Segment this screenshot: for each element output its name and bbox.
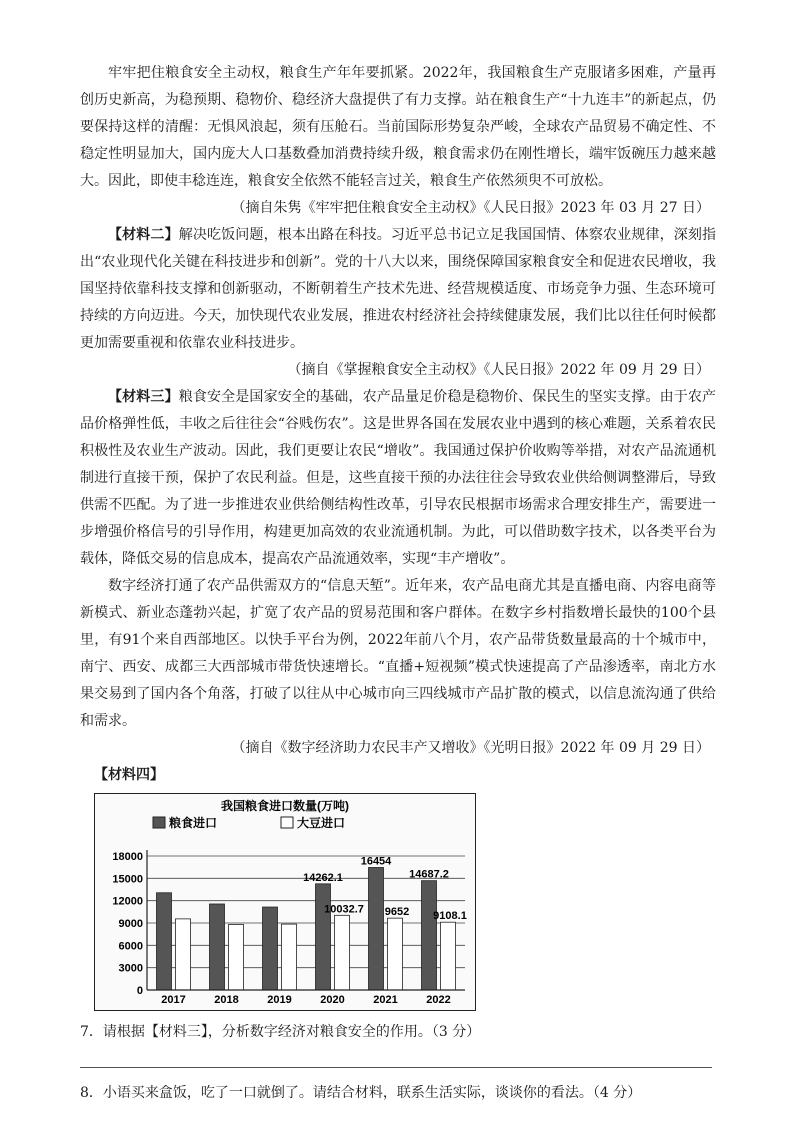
x-tick-label: 2021 [373,994,398,1006]
y-tick-label: 0 [136,985,143,997]
bar-grain-2017 [157,893,172,990]
source-citation-1: （摘自朱隽《牢牢把住粮食安全主动权》《人民日报》2023 年 03 月 27 日） [231,200,710,216]
x-tick-label: 2017 [161,994,186,1006]
data-label-soybean: 9652 [384,906,410,919]
y-tick-label: 15000 [112,873,143,886]
bar-soybean-2021 [388,918,403,990]
document-page [80,60,716,1106]
legend-swatch-soybean [281,817,293,828]
question-7: 7．请根据【材料三】，分析数字经济对粮食安全的作用。（3 分） [80,1024,481,1040]
material-two-text: 解决吃饭问题，根本出路在科技。习近平总书记立足我国国情、体察农业规律，深刻指出“农业现代化关键在科技进步和创新”。党的十八大以来，围绕保障国家粮食安全和促进农民增收，我国坚持依靠科技支撑和创新驱动，不断朝着生产技术先进、经营规模适度、市场竞争力强、生态环境可持续的方向迈进。今天，加快现代农业发展，推进农村经济社会持续健康发展，我们比以往任何时候都更加需要重视和依靠农业科技进步。 [80,227,717,351]
y-tick-label: 12000 [112,895,143,908]
data-label-grain: 14687.2 [409,868,449,881]
x-tick-label: 2020 [320,994,345,1006]
y-tick-label: 9000 [118,918,143,930]
material-three-tag: 【材料三】 [108,389,179,405]
bar-grain-2018 [210,904,225,990]
bar-soybean-2019 [282,924,297,990]
grain-import-chart-svg [95,794,475,1010]
material-two [80,222,716,357]
bar-soybean-2018 [229,924,244,990]
bar-soybean-2017 [176,919,191,990]
material-four-tag: 【材料四】 [94,767,164,783]
legend-swatch-grain [153,817,165,828]
legend-label-soybean: 大豆进口 [297,816,346,830]
question-8: 8．小语买来盒饭，吃了一口就倒了。请结合材料，联系生活实际，谈谈你的看法。（4 分） [80,1085,642,1101]
x-tick-label: 2019 [267,994,292,1006]
material-two-tag: 【材料二】 [108,227,179,243]
source-citation-2: （摘自《掌握粮食安全主动权》《人民日报》2022 年 09 月 29 日） [287,362,710,378]
bar-grain-2021 [369,868,384,990]
material-three-paragraph-2: 数字经济打通了农产品供需双方的“信息天堑”。近年来，农产品电商尤其是直播电商、内容电商等新模式、新业态蓬勃兴起，扩宽了农产品的贸易范围和客户群体。在数字乡村指数增长最快的100个县里，有91个来自西部地区。以快手平台为例，2022年前八个月，农产品带货数量最高的十个城市中，南宁、西安、成都三大西部城市带货快速增长。“直播+短视频”模式快速提高了产品渗透率，南北方水果交易到了国内各个角落，打破了以往从中心城市向三四线城市产品扩散的模式，以信息流沟通了供给和需求。 [80,578,716,729]
data-label-grain: 16454 [360,855,392,868]
x-tick-label: 2022 [426,994,451,1006]
legend-label-grain: 粮食进口 [169,816,218,830]
material-three [80,384,716,573]
x-tick-label: 2018 [214,994,239,1006]
data-label-grain: 14262.1 [303,871,343,884]
chart-title: 我国粮食进口数量(万吨) [221,799,349,813]
material-four [80,762,716,789]
paragraph-intro: 牢牢把住粮食安全主动权，粮食生产年年要抓紧。2022年，我国粮食生产克服诸多困难，产量再创历史新高，为稳预期、稳物价、稳经济大盘提供了有力支撑。站在粮食生产“十九连丰”的新起点，仍要保持这样的清醒：无惧风浪起，须有压舱石。当前国际形势复杂严峻，全球农产品贸易不确定性、不稳定性明显加大，国内庞大人口基数叠加消费持续升级，粮食需求仍在刚性增长，端牢饭碗压力越来越大。因此，即使丰稔连连，粮食安全依然不能轻言过关，粮食生产依然须臾不可放松。 [80,65,716,189]
answer-line [80,1067,712,1068]
data-label-soybean: 10032.7 [324,903,364,916]
grain-import-chart [94,793,476,1011]
bar-grain-2022 [422,881,437,990]
bar-soybean-2020 [335,915,350,990]
data-label-soybean: 9108.1 [433,910,467,923]
material-three-text: 粮食安全是国家安全的基础，农产品量足价稳是稳物价、保民生的坚实支撑。由于农产品价格弹性低，丰收之后往往会“谷贱伤农”。这是世界各国在发展农业中遇到的核心难题，关系着农民积极性及农业生产波动。因此，我们更要让农民“增收”。我国通过保护价收购等举措，对农产品流通机制进行直接干预，保护了农民利益。但是，这些直接干预的办法往往会导致农业供给侧调整滞后，导致供需不匹配。为了进一步推进农业供给侧结构性改革，引导农民根据市场需求合理安排生产，需要进一步增强价格信号的引导作用，构建更加高效的农业流通机制。为此，可以借助数字技术，以各类平台为载体，降低交易的信息成本，提高农产品流通效率，实现“丰产增收”。 [80,389,717,567]
bar-grain-2019 [263,907,278,990]
bar-soybean-2022 [441,922,456,990]
y-tick-label: 6000 [118,940,143,953]
bar-grain-2020 [316,884,331,990]
y-tick-label: 18000 [112,851,143,863]
y-tick-label: 3000 [118,962,143,975]
source-citation-3: （摘自《数字经济助力农民丰产又增收》《光明日报》2022 年 09 月 29 日） [231,740,710,756]
